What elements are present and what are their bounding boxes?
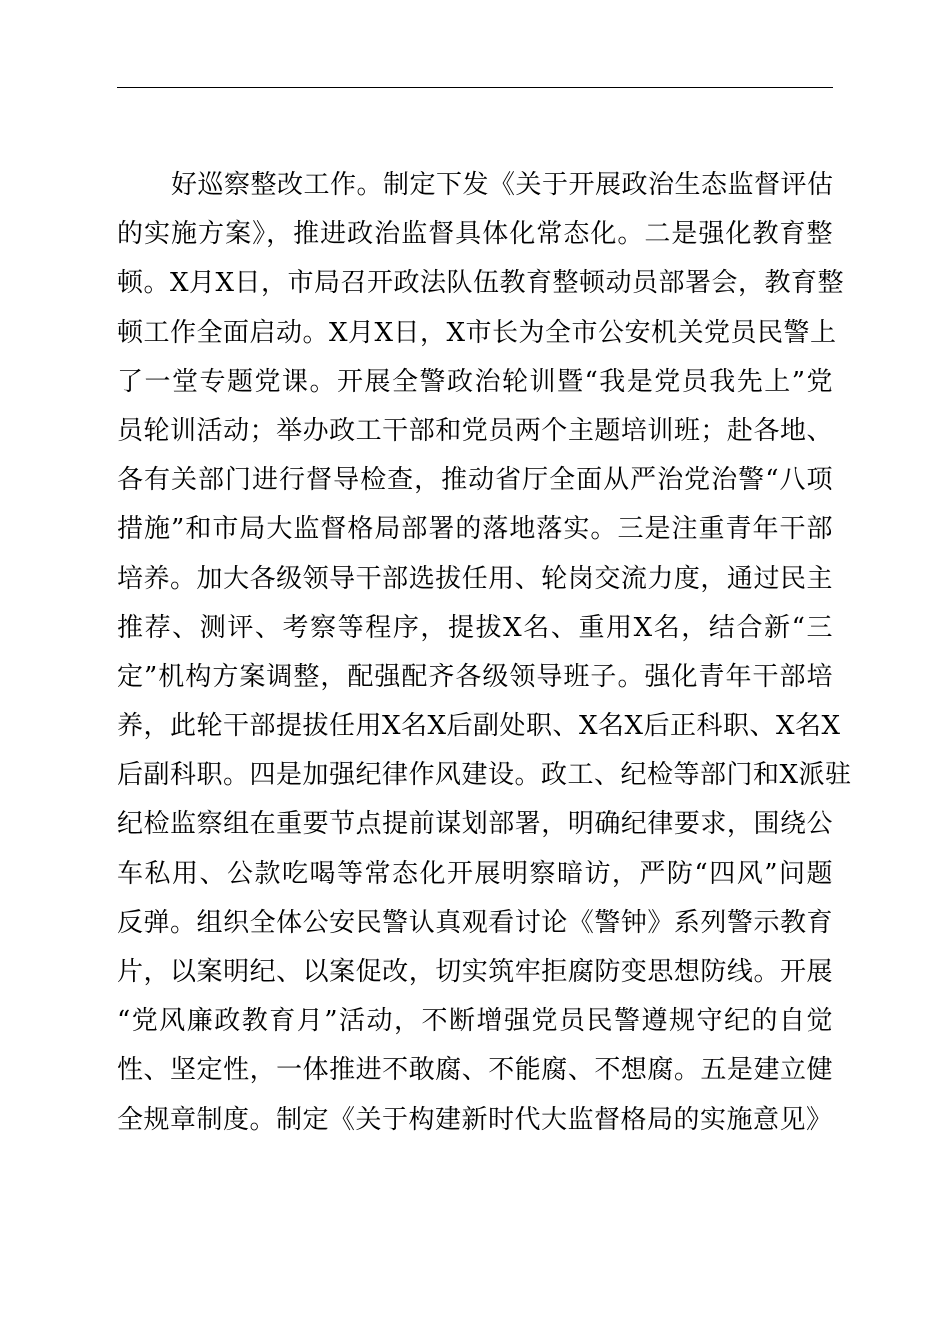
text-line: 全规章制度。制定《关于构建新时代大监督格局的实施意见》 xyxy=(117,1104,833,1135)
text-line: 养，此轮干部提拔任用X名X后副处职、X名X后正科职、X名X xyxy=(117,711,841,742)
text-line: 片，以案明纪、以案促改，切实筑牢拒腐防变思想防线。开展 xyxy=(117,957,833,987)
header-rule xyxy=(117,87,833,88)
text-line: 定”机构方案调整，配强配齐各级领导班子。强化青年干部培 xyxy=(117,661,833,692)
document-body xyxy=(117,161,852,1145)
text-line: 后副科职。四是加强纪律作风建设。政工、纪检等部门和X派驻 xyxy=(117,760,852,791)
text-line: 车私用、公款吃喝等常态化开展明察暗访，严防“四风”问题 xyxy=(117,858,833,889)
text-line: 性、坚定性，一体推进不敢腐、不能腐、不想腐。五是建立健 xyxy=(117,1055,833,1086)
text-line: 顿工作全面启动。X月X日，X市长为全市公安机关党员民警上 xyxy=(117,317,837,348)
text-line: 顿。X月X日，市局召开政法队伍教育整顿动员部署会，教育整 xyxy=(117,268,845,299)
text-line: 纪检监察组在重要节点提前谋划部署，明确纪律要求，围绕公 xyxy=(117,809,833,840)
text-line: 推荐、测评、考察等程序，提拔X名、重用X名，结合新“三 xyxy=(117,612,833,643)
text-line: 培养。加大各级领导干部选拔任用、轮岗交流力度，通过民主 xyxy=(117,563,833,594)
text-line: 反弹。组织全体公安民警认真观看讨论《警钟》系列警示教育 xyxy=(117,907,833,938)
text-line: 各有关部门进行督导检查，推动省厅全面从严治党治警“八项 xyxy=(117,465,833,496)
text-line: 的实施方案》，推进政治监督具体化常态化。二是强化教育整 xyxy=(117,219,833,250)
text-line: 员轮训活动；举办政工干部和党员两个主题培训班；赴各地、 xyxy=(117,415,833,446)
text-line: 好巡察整改工作。制定下发《关于开展政治生态监督评估 xyxy=(171,170,834,200)
text-line: 措施”和市局大监督格局部署的落地落实。三是注重青年干部 xyxy=(117,514,833,545)
text-line: “党风廉政教育月”活动，不断增强党员民警遵规守纪的自觉 xyxy=(117,1006,833,1037)
text-line: 了一堂专题党课。开展全警政治轮训暨“我是党员我先上”党 xyxy=(117,366,833,397)
